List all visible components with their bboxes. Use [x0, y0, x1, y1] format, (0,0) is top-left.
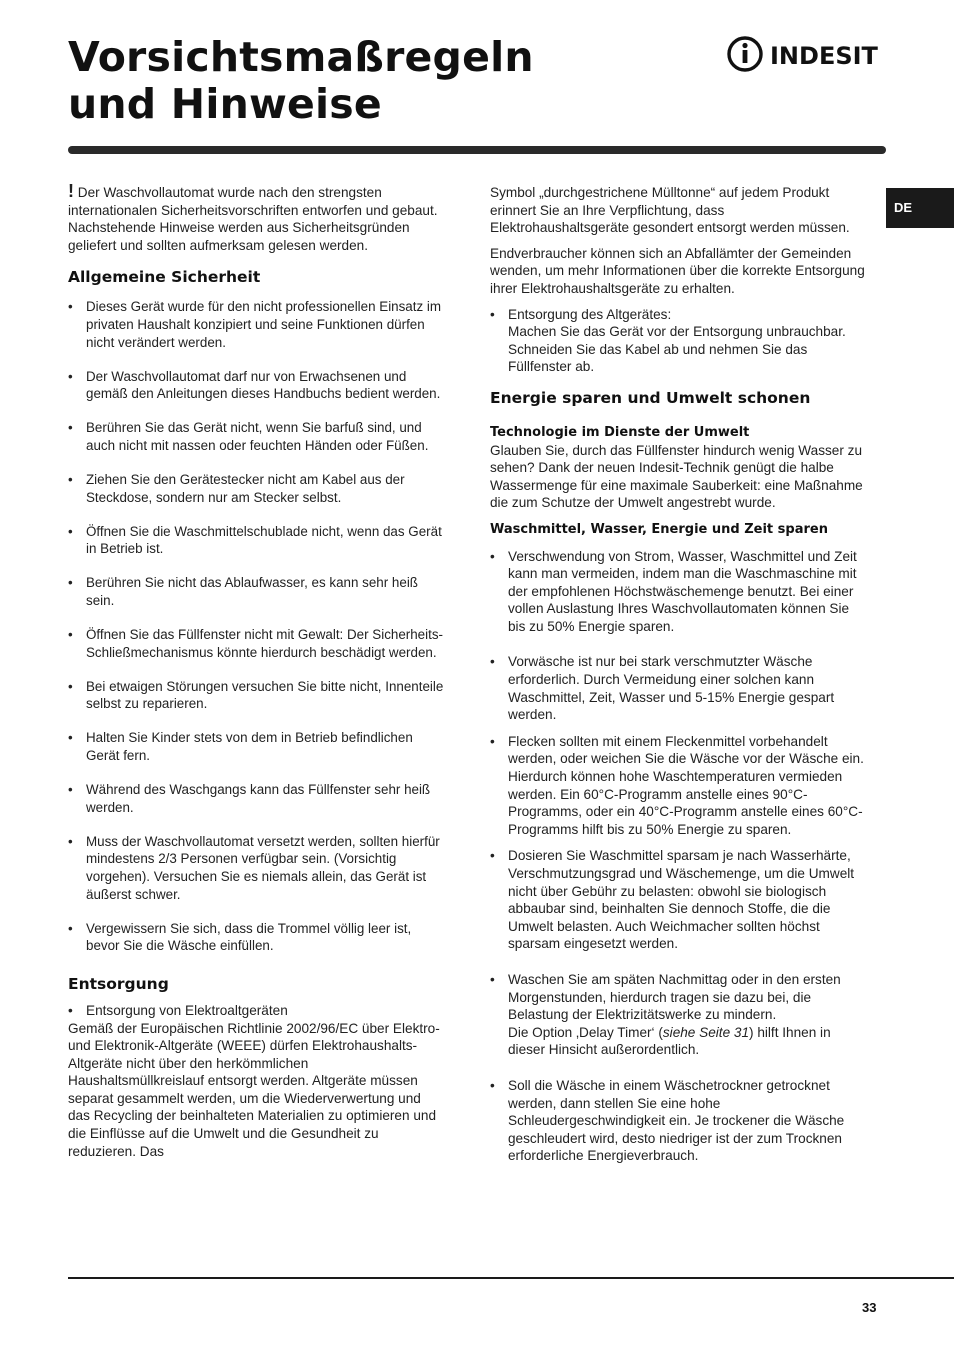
list-item: • Während des Waschgangs kann das Füllfenster sehr heiß werden. — [68, 781, 446, 816]
safety-list — [68, 298, 446, 955]
list-item: • Ziehen Sie den Gerätestecker nicht am Kabel aus der Steckdose, sondern nur am Stecker selbst. — [68, 471, 446, 506]
list-item: • Dosieren Sie Waschmittel sparsam je nach Wasserhärte, Verschmutzungsgrad und Wäschemenge, um die Umwelt nicht über Gebühr zu belasten: obwohl sie biologisch abbaubar sind, beinhalten Sie dennoch Stoffe, die die Umwelt belasten. Auch Weichmacher sollten höchst sparsam eingesetzt werden. — [490, 847, 866, 953]
list-item: • Öffnen Sie das Füllfenster nicht mit Gewalt: Der Sicherheits-Schließmechanismus könnte hierdurch beschädigt werden. — [68, 626, 446, 661]
list-item: • Der Waschvollautomat darf nur von Erwachsenen und gemäß den Anleitungen dieses Handbuchs bedient werden. — [68, 368, 446, 403]
list-item — [490, 306, 866, 376]
page-title — [68, 34, 588, 128]
right-column — [490, 184, 866, 1174]
indesit-logo — [726, 34, 888, 74]
footer-divider — [68, 1277, 954, 1279]
delay-page-reference: siehe Seite 31 — [662, 1024, 750, 1040]
header-divider — [68, 146, 886, 154]
energy-heading: Energie sparen und Umwelt schonen — [490, 388, 811, 407]
list-item: • Halten Sie Kinder stets von dem in Betrieb befindlichen Gerät fern. — [68, 729, 446, 764]
list-item: • Dieses Gerät wurde für den nicht professionellen Einsatz im privaten Haushalt konzipiert und seine Funktionen dürfen nicht verändert werden. — [68, 298, 446, 351]
savings-list — [490, 548, 866, 1165]
end-user-paragraph: Endverbraucher können sich an Abfallämter der Gemeinden wenden, um mehr Informationen über die korrekte Entsorgung ihrer Elektrohaushaltsgeräte zu erhalten. — [490, 245, 865, 296]
list-item: • Soll die Wäsche in einem Wäschetrockner getrocknet werden, dann stellen Sie eine hohe Schleudergeschwindigkeit ein. Je trockener die Wäsche geschleudert wird, desto niedriger ist der zum Trocknen erforderliche Energieverbrauch. — [490, 1077, 866, 1165]
language-tab: DE — [886, 188, 954, 228]
symbol-paragraph: Symbol „durchgestrichene Mülltonne“ auf jedem Produkt erinnert Sie an Ihre Verpflichtung, dass Elektrohaushaltsgeräte gesondert entsorgt werden müssen. — [490, 185, 850, 236]
list-item: • Vorwäsche ist nur bei stark verschmutzter Wäsche erforderlich. Durch Vermeidung einer solchen kann Waschmittel, Zeit, Wasser und 5-15% Energie gespart werden. — [490, 653, 866, 723]
list-item: • Flecken sollten mit einem Fleckenmittel vorbehandelt werden, oder weichen Sie die Wäsche vor der Wäsche ein. Hierdurch können hohe Waschtemperaturen vermieden werden. Ein 60°C-Programm anstelle eines 90°C-Programms, oder ein 40°C-Programm anstelle eines 60°C-Programms hilft bis zu 50% Energie zu sparen. — [490, 733, 866, 839]
technology-text: Glauben Sie, durch das Füllfenster hindurch wenig Wasser zu sehen? Dank der neuen Indesit-Technik genügt die halbe Wassermenge für eine maximale Sauberkeit: eine Maßnahme die zum Schutze der Umwelt angestrebt wurde. — [490, 442, 863, 511]
brand-name: INDESIT — [770, 42, 878, 70]
list-item: • Vergewissern Sie sich, dass die Trommel völlig leer ist, bevor Sie die Wäsche einfüllen. — [68, 920, 446, 955]
list-item: • Muss der Waschvollautomat versetzt werden, sollten hierfür mindestens 2/3 Personen verfügbar sein. (Vorsichtig vorgehen). Versuchen Sie es niemals allein, das Gerät ist äußerst schwer. — [68, 833, 446, 903]
disposal-text: Gemäß der Europäischen Richtlinie 2002/96/EC über Elektro- und Elektronik-Altgeräte (WEEE) dürfen Elektrohaushalts-Altgeräte nicht über den herkömmlichen Haushaltsmüllkreislauf entsorgt werden. Altgeräte müssen separat gesammelt werden, um die Wiederverwertung und das Recycling der beinhalteten Materialien zu optimieren und die Einflüsse auf die Umwelt und die Gesundheit zu reduzieren. Das — [68, 1020, 440, 1159]
page-number: 33 — [862, 1300, 877, 1315]
delay-suffix: ) hilft Ihnen in dieser Hinsicht außerordentlich. — [508, 1024, 831, 1058]
title-line-2: und Hinweise — [68, 80, 382, 128]
title-line-1: Vorsichtsmaßregeln — [68, 33, 534, 81]
list-item: • Öffnen Sie die Waschmittelschublade nicht, wenn das Gerät in Betrieb ist. — [68, 523, 446, 558]
list-item: • Verschwendung von Strom, Wasser, Waschmittel und Zeit kann man vermeiden, indem man die Waschmaschine mit der empfohlenen Höchstwäschemenge benutzt. Bei einer vollen Auslastung Ihres Waschvollautomaten können Sie bis zu 50% Energie sparen. — [490, 548, 866, 636]
list-item: • Berühren Sie das Gerät nicht, wenn Sie barfuß sind, und auch nicht mit nassen oder feuchten Händen oder Füßen. — [68, 419, 446, 454]
list-item: • Entsorgung von Elektroaltgeräten — [68, 1002, 446, 1020]
intro-paragraph — [68, 181, 446, 254]
timing-text: Waschen Sie am späten Nachmittag oder in den ersten Morgenstunden, hierdurch tragen sie dazu bei, die Belastung der Elektrizitätswerke zu mindern. — [508, 971, 841, 1023]
safety-heading: Allgemeine Sicherheit — [68, 268, 261, 287]
disposal-heading: Entsorgung — [68, 974, 169, 993]
list-item: • Berühren Sie nicht das Ablaufwasser, es kann sehr heiß sein. — [68, 574, 446, 609]
disposal-list — [68, 1002, 446, 1020]
old-device-title: Entsorgung des Altgerätes: — [508, 306, 672, 322]
left-column — [68, 181, 446, 1160]
technology-heading: Technologie im Dienste der Umwelt — [490, 424, 750, 440]
list-item — [490, 971, 866, 1059]
warning-mark: ! — [68, 181, 74, 201]
delay-prefix: Die Option ‚Delay Timer‘ ( — [508, 1024, 663, 1040]
old-device-list — [490, 306, 866, 376]
old-device-text: Machen Sie das Gerät vor der Entsorgung unbrauchbar. Schneiden Sie das Kabel ab und nehmen Sie das Füllfenster ab. — [508, 324, 846, 375]
list-item: • Bei etwaigen Störungen versuchen Sie bitte nicht, Innenteile selbst zu reparieren. — [68, 678, 446, 713]
savings-heading: Waschmittel, Wasser, Energie und Zeit sparen — [490, 521, 828, 537]
intro-text: Der Waschvollautomat wurde nach den strengsten internationalen Sicherheitsvorschriften entworfen und gebaut. Nachstehende Hinweise werden aus Sicherheitsgründen geliefert und sollten aufmerksam gelesen werden. — [68, 185, 438, 253]
